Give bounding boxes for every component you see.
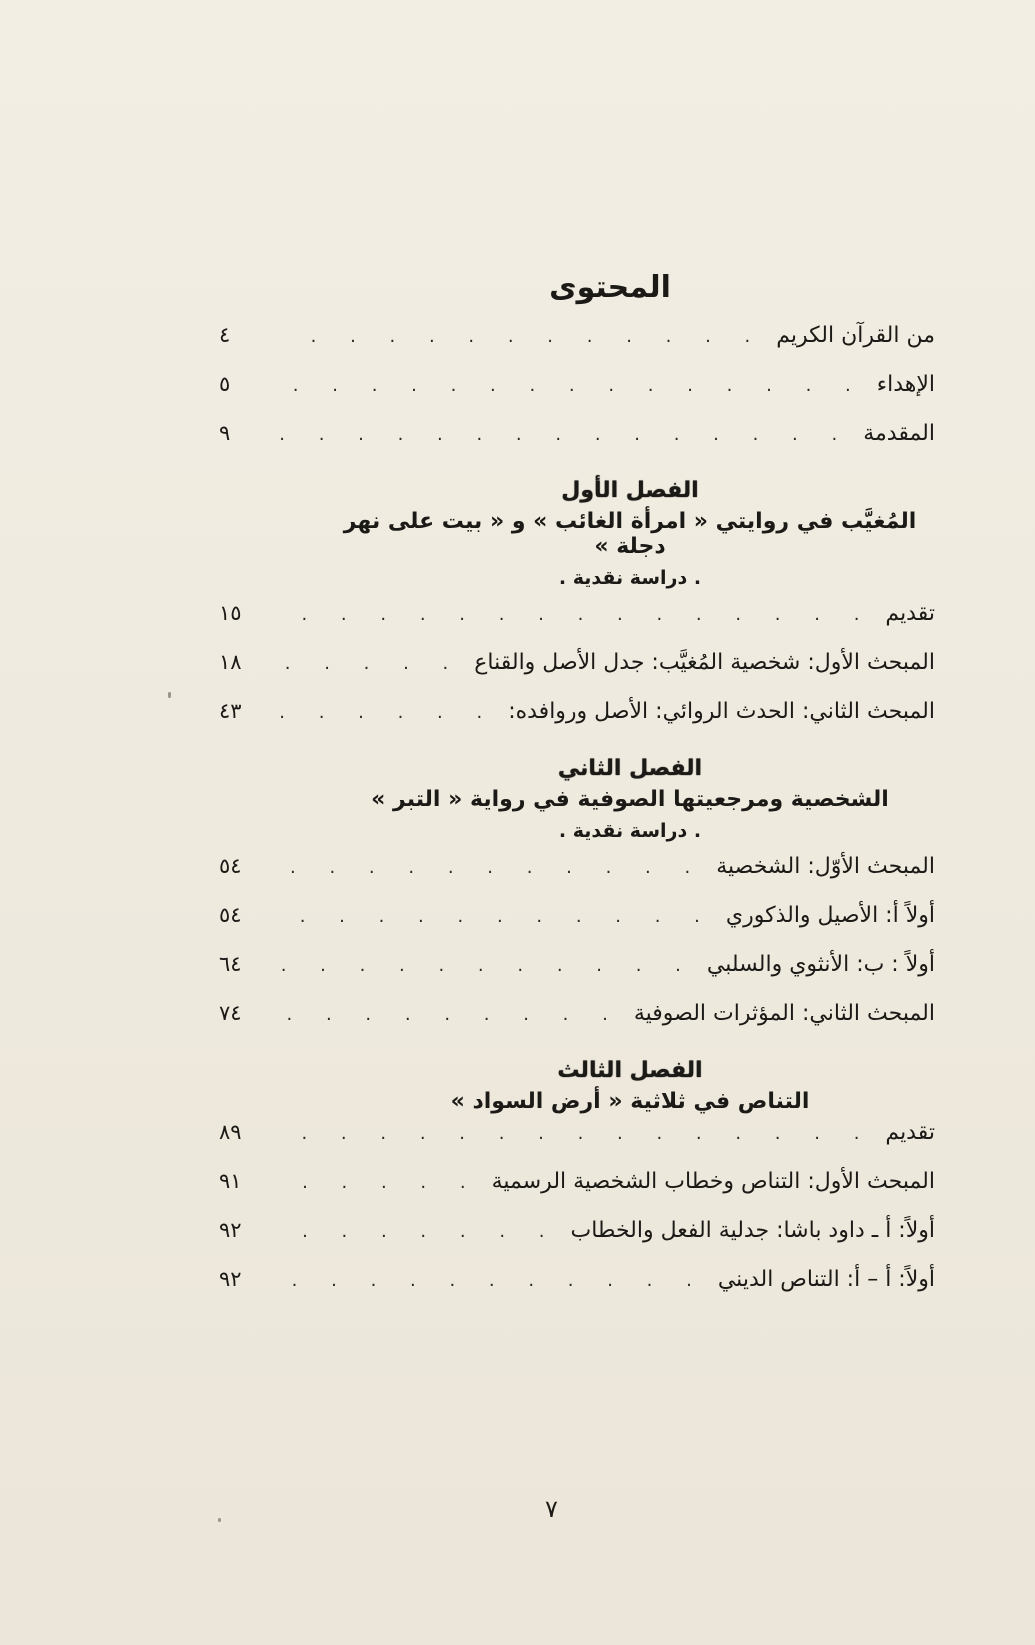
dot-leader bbox=[279, 1172, 480, 1193]
chapter-3-header bbox=[215, 1058, 935, 1114]
dot-leader bbox=[279, 326, 764, 347]
dot-leader bbox=[279, 424, 851, 445]
toc-entry-label: أولاً: أ ـ داود باشا: جدلية الفعل والخطاب bbox=[570, 1218, 935, 1243]
chapter-heading: الفصل الثاني bbox=[557, 756, 703, 781]
toc-entry-page: ٩ bbox=[219, 421, 231, 445]
dot-leader bbox=[279, 906, 714, 927]
chapter-note: . دراسة نقدية . bbox=[558, 820, 702, 842]
chapter-subtitle: التناص في ثلاثية « أرض السواد » bbox=[450, 1089, 810, 1114]
toc-entry bbox=[215, 323, 935, 372]
toc-entry-page: ٦٤ bbox=[219, 952, 242, 976]
dot-leader bbox=[279, 702, 496, 723]
dot-leader bbox=[279, 375, 865, 396]
toc-entry-page: ٧٤ bbox=[219, 1001, 242, 1025]
toc-entry bbox=[215, 650, 935, 699]
toc-entry-page: ٥٤ bbox=[219, 903, 242, 927]
toc-entry-label: أولاً : ب: الأنثوي والسلبي bbox=[706, 952, 935, 977]
toc-entry-page: ٩٢ bbox=[219, 1218, 242, 1242]
toc-entry bbox=[215, 1267, 935, 1316]
toc-entry bbox=[215, 372, 935, 421]
paper-speck bbox=[168, 692, 171, 698]
toc-entry-label: المبحث الثاني: الحدث الروائي: الأصل وروافده: bbox=[508, 699, 935, 724]
toc-entry-page: ٤٣ bbox=[219, 699, 242, 723]
toc-entry bbox=[215, 1218, 935, 1267]
chapter-3-entries bbox=[215, 1120, 935, 1316]
page-number: ٧ bbox=[545, 1495, 558, 1523]
toc-entry-page: ٩٢ bbox=[219, 1267, 242, 1291]
toc-entry bbox=[215, 903, 935, 952]
paper-speck bbox=[218, 1518, 221, 1522]
toc-entry bbox=[215, 854, 935, 903]
toc-entry-label: المقدمة bbox=[863, 421, 935, 446]
dot-leader bbox=[279, 1123, 873, 1144]
dot-leader bbox=[279, 955, 695, 976]
chapter-1-header bbox=[215, 478, 935, 589]
chapter-heading: الفصل الأول bbox=[561, 478, 699, 503]
toc-entry-label: الإهداء bbox=[876, 372, 935, 397]
toc-entry-label: تقديم bbox=[885, 601, 935, 626]
toc-entry-label: تقديم bbox=[885, 1120, 935, 1145]
toc-entry-label: المبحث الأول: شخصية المُغيَّب: جدل الأصل والقناع bbox=[474, 650, 935, 675]
toc-entry bbox=[215, 1169, 935, 1218]
toc-entry-label: المبحث الثاني: المؤثرات الصوفية bbox=[633, 1001, 935, 1026]
toc-entry-label: أولاً: أ – أ: التناص الديني bbox=[717, 1267, 935, 1292]
dot-leader bbox=[279, 1221, 558, 1242]
toc-entry bbox=[215, 601, 935, 650]
chapter-subtitle: المُغيَّب في روايتي « امرأة الغائب » و « بيت على نهر دجلة » bbox=[343, 509, 917, 559]
toc-content bbox=[215, 270, 935, 1316]
toc-entry bbox=[215, 421, 935, 470]
toc-entry-page: ١٨ bbox=[219, 650, 242, 674]
page-title: المحتوى bbox=[549, 270, 671, 305]
dot-leader bbox=[279, 604, 873, 625]
dot-leader bbox=[279, 857, 704, 878]
chapter-heading: الفصل الثالث bbox=[557, 1058, 703, 1083]
toc-entry-page: ٩١ bbox=[219, 1169, 242, 1193]
toc-entry bbox=[215, 1120, 935, 1169]
toc-entry-page: ٥٤ bbox=[219, 854, 242, 878]
chapter-2-entries bbox=[215, 854, 935, 1050]
toc-entry-page: ٤ bbox=[219, 323, 231, 347]
chapter-1-entries bbox=[215, 601, 935, 748]
chapter-2-header bbox=[215, 756, 935, 842]
toc-entry-label: أولاً أ: الأصيل والذكوري bbox=[725, 903, 935, 928]
toc-entry bbox=[215, 952, 935, 1001]
chapter-subtitle: الشخصية ومرجعيتها الصوفية في رواية « التبر » bbox=[371, 787, 889, 812]
toc-entry-page: ١٥ bbox=[219, 601, 242, 625]
dot-leader bbox=[279, 1270, 706, 1291]
front-matter-list bbox=[215, 323, 935, 470]
toc-entry-label: من القرآن الكريم bbox=[776, 323, 935, 348]
dot-leader bbox=[279, 1004, 622, 1025]
dot-leader bbox=[279, 653, 462, 674]
toc-entry-page: ٥ bbox=[219, 372, 231, 396]
toc-entry-page: ٨٩ bbox=[219, 1120, 242, 1144]
toc-entry bbox=[215, 1001, 935, 1050]
chapter-note: . دراسة نقدية . bbox=[558, 567, 702, 589]
toc-entry-label: المبحث الأول: التناص وخطاب الشخصية الرسمية bbox=[491, 1169, 935, 1194]
toc-entry-label: المبحث الأوّل: الشخصية bbox=[716, 854, 935, 879]
toc-entry bbox=[215, 699, 935, 748]
